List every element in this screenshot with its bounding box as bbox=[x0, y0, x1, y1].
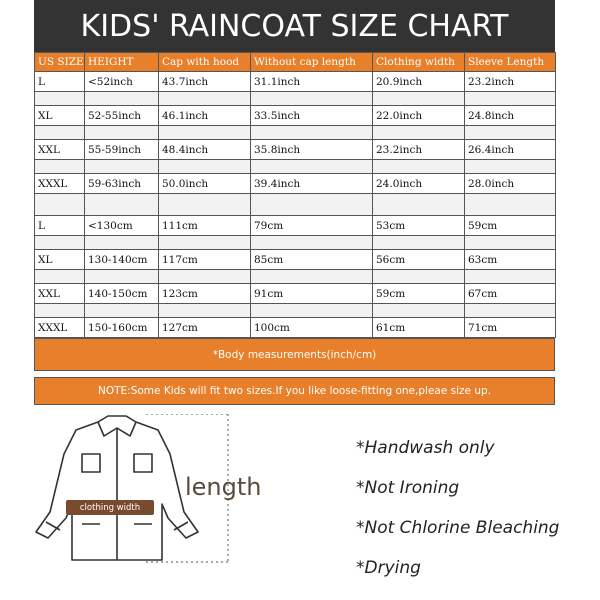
cell: 46.1inch bbox=[159, 106, 251, 126]
care-item: *Not Ironing bbox=[356, 478, 460, 498]
cell: 50.0inch bbox=[159, 174, 251, 194]
cell: 100cm bbox=[251, 318, 373, 338]
cell: <130cm bbox=[85, 216, 159, 236]
table-row bbox=[35, 140, 556, 160]
cell: 63cm bbox=[465, 250, 556, 270]
cell: 43.7inch bbox=[159, 72, 251, 92]
fit-note: NOTE:Some Kids will fit two sizes.If you like loose-fitting one,pleae size up. bbox=[34, 377, 555, 405]
header-clothing-width: Clothing width bbox=[373, 53, 465, 72]
table-row bbox=[35, 106, 556, 126]
body-measurement-note: *Body measurements(inch/cm) bbox=[34, 338, 555, 371]
header-sleeve-length: Sleeve Length bbox=[465, 53, 556, 72]
cell: 111cm bbox=[159, 216, 251, 236]
table-row bbox=[35, 250, 556, 270]
cell: XL bbox=[35, 250, 85, 270]
cell: XXL bbox=[35, 140, 85, 160]
cell: 20.9inch bbox=[373, 72, 465, 92]
cell: 23.2inch bbox=[373, 140, 465, 160]
care-item: *Not Chlorine Bleaching bbox=[356, 518, 560, 538]
spacer-row bbox=[35, 304, 556, 318]
cell: 22.0inch bbox=[373, 106, 465, 126]
cell: 39.4inch bbox=[251, 174, 373, 194]
cell: 127cm bbox=[159, 318, 251, 338]
cell: 55-59inch bbox=[85, 140, 159, 160]
header-without-cap-length: Without cap length bbox=[251, 53, 373, 72]
spacer-row bbox=[35, 236, 556, 250]
cell: 61cm bbox=[373, 318, 465, 338]
spacer-row bbox=[35, 126, 556, 140]
cell: XL bbox=[35, 106, 85, 126]
header-cap-with-hood: Cap with hood bbox=[159, 53, 251, 72]
cell: 35.8inch bbox=[251, 140, 373, 160]
cell: 59cm bbox=[373, 284, 465, 304]
cell: 140-150cm bbox=[85, 284, 159, 304]
cell: 59-63inch bbox=[85, 174, 159, 194]
care-instructions bbox=[356, 428, 586, 588]
size-table bbox=[34, 52, 556, 338]
spacer-row bbox=[35, 160, 556, 174]
cell: XXL bbox=[35, 284, 85, 304]
cell: L bbox=[35, 72, 85, 92]
chart-title: KIDS' RAINCOAT SIZE CHART bbox=[34, 0, 555, 52]
cell: 117cm bbox=[159, 250, 251, 270]
size-chart bbox=[34, 52, 555, 405]
cell: 24.8inch bbox=[465, 106, 556, 126]
cell: 24.0inch bbox=[373, 174, 465, 194]
header-us-size: US SIZE bbox=[35, 53, 85, 72]
separator-row bbox=[35, 194, 556, 216]
table-row bbox=[35, 284, 556, 304]
cell: 26.4inch bbox=[465, 140, 556, 160]
table-row bbox=[35, 72, 556, 92]
header-height: HEIGHT bbox=[85, 53, 159, 72]
table-row bbox=[35, 318, 556, 338]
cell: 53cm bbox=[373, 216, 465, 236]
cell: XXXL bbox=[35, 318, 85, 338]
care-item: *Handwash only bbox=[356, 438, 495, 458]
cell: 48.4inch bbox=[159, 140, 251, 160]
length-label: length bbox=[185, 473, 262, 501]
cell: 33.5inch bbox=[251, 106, 373, 126]
cell: 56cm bbox=[373, 250, 465, 270]
cell: XXXL bbox=[35, 174, 85, 194]
cell: 71cm bbox=[465, 318, 556, 338]
cell: 28.0inch bbox=[465, 174, 556, 194]
cell: 23.2inch bbox=[465, 72, 556, 92]
cell: 130-140cm bbox=[85, 250, 159, 270]
clothing-width-label: clothing width bbox=[66, 500, 154, 515]
header-row bbox=[35, 53, 556, 72]
care-item: *Drying bbox=[356, 558, 421, 578]
table-row bbox=[35, 174, 556, 194]
cell: 52-55inch bbox=[85, 106, 159, 126]
cell: 123cm bbox=[159, 284, 251, 304]
cell: <52inch bbox=[85, 72, 159, 92]
cell: 150-160cm bbox=[85, 318, 159, 338]
cell: 85cm bbox=[251, 250, 373, 270]
cell: 91cm bbox=[251, 284, 373, 304]
cell: 31.1inch bbox=[251, 72, 373, 92]
cell: 67cm bbox=[465, 284, 556, 304]
cell: L bbox=[35, 216, 85, 236]
spacer-row bbox=[35, 92, 556, 106]
cell: 59cm bbox=[465, 216, 556, 236]
table-row bbox=[35, 216, 556, 236]
spacer-row bbox=[35, 270, 556, 284]
cell: 79cm bbox=[251, 216, 373, 236]
